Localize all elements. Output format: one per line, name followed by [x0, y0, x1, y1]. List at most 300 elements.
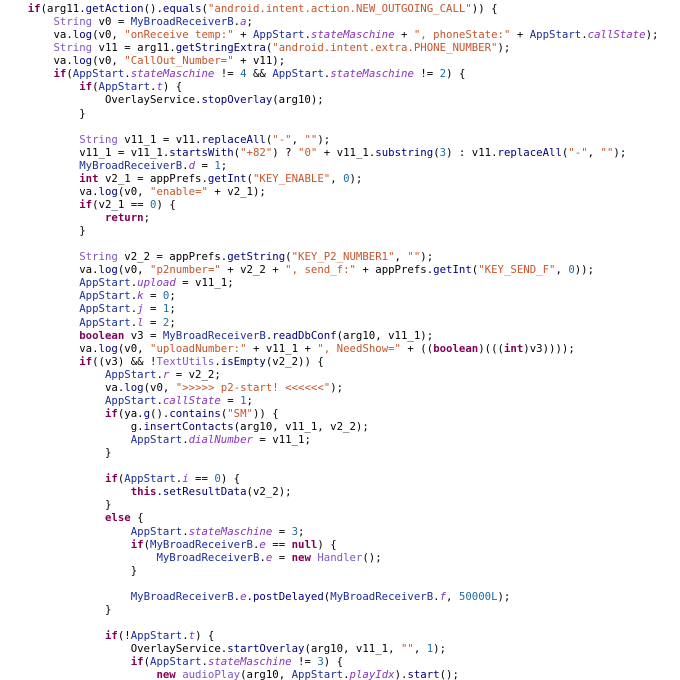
code-token: return	[104, 211, 144, 224]
code-token: 2	[439, 67, 447, 81]
code-token: MyBroadReceiverB	[150, 537, 253, 551]
code-token: ,	[291, 132, 305, 146]
code-token: ));	[574, 263, 595, 277]
code-token: );	[497, 589, 511, 603]
code-token: String	[79, 250, 118, 264]
code-token: AppStart	[130, 433, 183, 447]
code-token: v0 =	[92, 15, 131, 29]
code-token: !=	[214, 67, 241, 81]
code-token: a	[240, 15, 247, 29]
code-token	[2, 525, 131, 538]
code-token: + appPrefs.	[355, 263, 434, 277]
code-token: va.	[2, 54, 73, 68]
code-token: l	[137, 315, 144, 329]
code-token: ;	[169, 302, 176, 316]
code-token: );	[497, 41, 511, 55]
code-token: +	[394, 28, 414, 42]
code-token: .	[581, 28, 588, 42]
code-token: callState	[162, 393, 221, 407]
code-token	[2, 67, 53, 80]
code-token: ==	[265, 537, 292, 551]
code-token	[2, 577, 8, 590]
code-token: MyBroadReceiverB	[330, 589, 434, 603]
code-token: g.	[2, 420, 144, 433]
code-token	[2, 394, 105, 407]
code-token: int	[79, 171, 99, 185]
code-token	[2, 511, 105, 524]
code-token: va.	[2, 341, 99, 355]
code-token: ", send_f:"	[285, 263, 356, 277]
code-token	[2, 316, 79, 329]
code-token: );	[645, 28, 659, 42]
code-token: {	[130, 511, 144, 525]
code-token: .	[156, 485, 163, 499]
code-token: AppStart	[104, 367, 157, 381]
code-token: ) {	[195, 629, 215, 642]
code-token: String	[53, 15, 93, 29]
code-token: int	[503, 341, 524, 355]
code-token: equals	[162, 2, 202, 15]
code-token: .	[182, 524, 189, 538]
code-token	[2, 329, 79, 342]
code-token: stateMaschine	[310, 28, 395, 42]
code-token: AppStart	[104, 393, 157, 407]
code-token: OverlayService.	[2, 642, 228, 656]
code-token: (	[471, 263, 479, 277]
code-token	[2, 133, 79, 146]
code-token: (v0,	[92, 28, 125, 42]
code-token: (arg10);	[272, 93, 324, 107]
code-token: startsWith	[169, 145, 234, 159]
code-token: (ya.	[117, 406, 144, 420]
code-token: ) {	[156, 197, 176, 211]
code-token: e	[265, 550, 273, 564]
code-token: 0	[214, 472, 221, 486]
code-token: callState	[587, 28, 646, 42]
code-token: (arg10, v11_1, v2_2);	[233, 420, 369, 433]
code-token: "-"	[272, 132, 292, 146]
code-token: dialNumber	[188, 433, 253, 447]
code-line	[2, 120, 680, 133]
code-token: if	[79, 80, 93, 94]
code-token: getAction	[85, 2, 144, 15]
code-token	[2, 80, 79, 93]
code-token: 1	[162, 302, 170, 316]
code-token: );	[433, 642, 447, 656]
code-token: }	[2, 106, 86, 120]
code-token: )) {	[253, 406, 279, 420]
code-token: =	[195, 158, 215, 172]
code-line	[2, 211, 680, 224]
code-line	[2, 538, 680, 551]
code-line	[2, 316, 680, 329]
code-token: +	[510, 28, 530, 42]
code-token: "KEY_P2_NUMBER1"	[291, 250, 395, 264]
code-token: );	[330, 380, 344, 394]
code-token: (v0,	[143, 380, 176, 394]
code-token: (	[117, 472, 125, 486]
code-token: }	[2, 498, 112, 512]
code-token: AppStart	[79, 289, 131, 303]
code-token: getInt	[207, 171, 247, 185]
code-token: ().	[143, 2, 163, 15]
code-token: log	[98, 341, 118, 355]
code-token: (	[265, 41, 273, 55]
code-token: String	[53, 41, 93, 55]
code-token: );	[349, 171, 363, 185]
code-token: ) {	[323, 655, 344, 669]
code-token: .	[246, 589, 253, 603]
code-token	[2, 616, 8, 629]
code-token: 0	[150, 197, 157, 211]
code-token: "onReceive temp:"	[124, 28, 234, 42]
code-token: ();	[439, 668, 459, 680]
code-line	[2, 198, 680, 211]
code-token: + v11_1.	[317, 145, 376, 159]
code-token: &&	[246, 67, 273, 81]
code-token: .	[156, 393, 163, 407]
code-line	[2, 511, 680, 524]
code-token: ==	[188, 472, 215, 486]
code-token: d	[188, 158, 196, 172]
code-token: if	[104, 629, 118, 642]
code-line	[2, 146, 680, 159]
code-token: k	[137, 289, 144, 303]
code-token: "-"	[568, 145, 588, 159]
code-token: (	[285, 250, 292, 264]
code-token: );	[613, 145, 627, 159]
code-token: (v2_1 ==	[92, 197, 151, 211]
code-token	[2, 433, 131, 446]
code-token: va.	[2, 380, 125, 394]
code-token: ">>>>> p2-start! <<<<<<"	[175, 380, 331, 394]
code-line	[2, 224, 680, 237]
code-token	[2, 368, 105, 381]
code-token: }	[2, 563, 138, 577]
code-token: stateMaschine	[330, 67, 414, 81]
code-token: audioPlay	[182, 668, 241, 680]
code-token: r	[162, 367, 170, 381]
code-token: "KEY_ENABLE"	[252, 171, 331, 185]
code-token: .	[175, 472, 183, 486]
code-token: (	[66, 67, 73, 81]
code-line	[2, 407, 680, 420]
code-token	[2, 172, 79, 185]
code-token: ;	[220, 158, 228, 172]
code-token: ""	[600, 145, 614, 159]
code-token: .	[201, 655, 208, 669]
code-line	[2, 642, 680, 655]
code-token: = v11_1;	[175, 276, 234, 290]
code-line	[2, 551, 680, 564]
code-token: + v2_1);	[207, 184, 266, 198]
code-token: stateMaschine	[188, 524, 273, 538]
code-token	[2, 407, 105, 420]
code-token	[2, 211, 105, 224]
code-token: ;	[169, 315, 176, 329]
code-line	[2, 668, 680, 680]
code-line	[2, 28, 680, 41]
code-token: AppStart	[130, 629, 183, 642]
code-token: this	[130, 485, 157, 499]
code-token: playIdx	[349, 668, 395, 680]
code-token: }	[2, 446, 112, 460]
code-token: "uploadNumber:"	[150, 341, 247, 355]
code-token: 0	[343, 171, 350, 185]
code-token: ,	[555, 263, 569, 277]
code-line	[2, 525, 680, 538]
code-token: (	[265, 132, 273, 146]
code-token: .	[343, 668, 350, 680]
code-token	[2, 485, 131, 498]
code-token: (v2_2)) {	[265, 354, 324, 368]
code-token: .	[124, 67, 131, 81]
code-token: stateMaschine	[207, 655, 292, 669]
code-token: (v0,	[92, 54, 125, 68]
code-token: AppStart	[79, 302, 131, 316]
code-token	[2, 198, 79, 211]
code-token: (	[323, 589, 331, 603]
code-token: if	[79, 354, 93, 368]
code-token: replaceAll	[497, 145, 562, 159]
code-token: ) {	[317, 537, 337, 551]
code-token: )v3))));	[523, 341, 575, 355]
code-token: .	[259, 550, 266, 564]
code-token: .	[130, 276, 138, 290]
code-token: (	[143, 537, 151, 551]
code-token	[2, 472, 105, 485]
code-token: AppStart	[291, 668, 344, 680]
code-line	[2, 237, 680, 250]
code-token: ;	[246, 393, 253, 407]
code-token: if	[130, 537, 144, 551]
code-token: .	[433, 589, 440, 603]
code-token: (v0,	[117, 341, 151, 355]
code-token: setResultData	[162, 485, 247, 499]
code-token: (	[143, 655, 151, 669]
code-line	[2, 2, 680, 15]
code-token: getStringExtra	[175, 41, 266, 55]
code-line	[2, 368, 680, 381]
code-token: ,	[394, 250, 408, 264]
code-token: v11 = arg11.	[92, 41, 176, 55]
code-token: =	[143, 302, 163, 316]
code-token: "+82"	[240, 145, 273, 159]
code-token: = v11_1;	[252, 433, 311, 447]
code-token: .	[323, 67, 331, 81]
code-token: 1	[240, 393, 247, 407]
code-token	[2, 120, 8, 133]
code-token: .	[214, 354, 221, 368]
code-token: log	[124, 380, 144, 394]
code-token: getInt	[433, 263, 472, 277]
code-token: 2	[162, 315, 170, 329]
code-line	[2, 394, 680, 407]
code-token: .	[304, 28, 311, 42]
code-line	[2, 67, 680, 80]
code-token: boolean	[79, 328, 125, 342]
code-token: (v0,	[117, 184, 151, 198]
code-line	[2, 616, 680, 629]
code-token: + ((	[401, 341, 434, 355]
code-token: AppStart	[130, 524, 183, 538]
code-token: = v2_2;	[169, 367, 221, 381]
code-token: }	[2, 224, 86, 238]
code-token: + v11_1 +	[246, 341, 318, 355]
code-line	[2, 498, 680, 511]
code-line	[2, 355, 680, 368]
code-token: 3	[291, 524, 299, 538]
code-token: stateMaschine	[130, 67, 215, 81]
code-token: if	[27, 2, 41, 15]
code-line	[2, 250, 680, 263]
code-line	[2, 603, 680, 616]
code-token: v11_1 = v11.	[117, 132, 202, 146]
code-token	[2, 655, 131, 668]
code-token: ""	[400, 642, 414, 656]
code-token: OverlayService.	[2, 93, 202, 107]
code-token: log	[72, 28, 93, 42]
code-token: TextUtils	[156, 354, 215, 368]
code-token: stopOverlay	[201, 93, 273, 107]
code-token: log	[72, 54, 93, 68]
code-token: ,	[587, 145, 601, 159]
code-token: =	[272, 550, 292, 564]
code-token	[2, 459, 8, 472]
code-token: MyBroadReceiverB	[130, 589, 234, 603]
code-token: "SM"	[227, 406, 253, 420]
code-token: (	[220, 406, 228, 420]
code-token: (arg11.	[40, 2, 86, 15]
code-line	[2, 289, 680, 302]
code-line	[2, 577, 680, 590]
code-token	[2, 237, 8, 250]
code-line	[2, 629, 680, 642]
code-token: .	[130, 289, 138, 303]
code-token: 0	[162, 289, 170, 303]
code-token: if	[79, 197, 93, 211]
code-token: (arg10, v11_1,	[304, 642, 401, 656]
code-line	[2, 433, 680, 446]
code-token: AppStart	[79, 315, 131, 329]
code-token: ;	[298, 524, 305, 538]
code-token: MyBroadReceiverB	[162, 328, 266, 342]
code-token	[2, 41, 53, 54]
code-token: }	[2, 602, 112, 616]
code-line	[2, 185, 680, 198]
code-token: if	[53, 67, 67, 81]
code-token: "0"	[298, 145, 318, 159]
code-token: v11_1 = v11_1.	[2, 145, 170, 159]
code-token: =	[143, 289, 163, 303]
code-token: (v0,	[117, 263, 151, 277]
code-token: va.	[2, 184, 99, 198]
code-token: =	[143, 315, 163, 329]
code-token: Handler	[317, 550, 363, 564]
code-line	[2, 302, 680, 315]
code-line	[2, 93, 680, 106]
code-token: AppStart	[272, 67, 324, 81]
code-token	[2, 159, 79, 172]
code-token	[2, 355, 79, 368]
code-token: AppStart	[252, 28, 305, 42]
code-line	[2, 263, 680, 276]
code-line	[2, 459, 680, 472]
code-token: (	[561, 145, 569, 159]
code-token: AppStart	[72, 67, 125, 81]
code-token: (v2_2);	[246, 485, 292, 499]
code-line	[2, 420, 680, 433]
code-token: AppStart	[150, 655, 202, 669]
code-token: ;	[246, 15, 253, 29]
code-token: boolean	[433, 341, 479, 355]
code-token	[2, 15, 53, 28]
code-token: "android.intent.extra.PHONE_NUMBER"	[272, 41, 498, 55]
code-line	[2, 590, 680, 603]
code-token: .	[150, 80, 157, 94]
code-token: (	[246, 171, 253, 185]
code-token: (	[433, 145, 440, 159]
code-token: g	[143, 406, 151, 420]
code-token: (	[92, 80, 99, 94]
code-token: if	[130, 655, 144, 669]
code-token: ((v3) && !	[92, 354, 157, 368]
code-token: 1	[426, 642, 434, 656]
code-token: 0	[568, 263, 575, 277]
code-token: 3	[439, 145, 447, 159]
code-token: (	[201, 2, 208, 15]
code-token: ,	[413, 642, 427, 656]
code-token: va.	[2, 28, 73, 42]
code-token: t	[156, 80, 163, 94]
code-line	[2, 381, 680, 394]
code-token: ", phoneState:"	[413, 28, 511, 42]
code-token: .	[182, 158, 189, 172]
code-token: +	[233, 28, 253, 42]
code-token: null	[291, 537, 318, 551]
code-token: contains	[169, 406, 221, 420]
code-token	[2, 276, 79, 289]
code-token: .	[233, 589, 241, 603]
code-token: ) : v11.	[446, 145, 498, 159]
code-token: .	[130, 315, 138, 329]
code-token: if	[104, 472, 118, 486]
code-token: v2_1 = appPrefs.	[98, 171, 208, 185]
code-token: AppStart	[79, 276, 131, 290]
code-token	[2, 590, 131, 603]
code-token: ", NeedShow="	[317, 341, 401, 355]
code-token: ;	[143, 211, 150, 224]
code-token: log	[98, 184, 118, 198]
code-token	[2, 538, 131, 551]
code-token: .	[265, 328, 273, 342]
code-token: getString	[227, 250, 286, 264]
code-token: e	[240, 589, 247, 603]
code-token: ().	[150, 406, 170, 420]
code-token: new	[156, 668, 176, 680]
code-token: "enable="	[150, 184, 208, 198]
code-token: AppStart	[124, 472, 176, 486]
code-token: MyBroadReceiverB	[79, 158, 183, 172]
code-line	[2, 485, 680, 498]
code-token	[2, 668, 156, 680]
code-token: v3 =	[124, 328, 163, 342]
code-token: f	[439, 589, 447, 603]
code-token: !=	[413, 67, 440, 81]
code-token: String	[79, 132, 118, 146]
code-token: (arg10,	[240, 668, 292, 680]
code-line	[2, 446, 680, 459]
